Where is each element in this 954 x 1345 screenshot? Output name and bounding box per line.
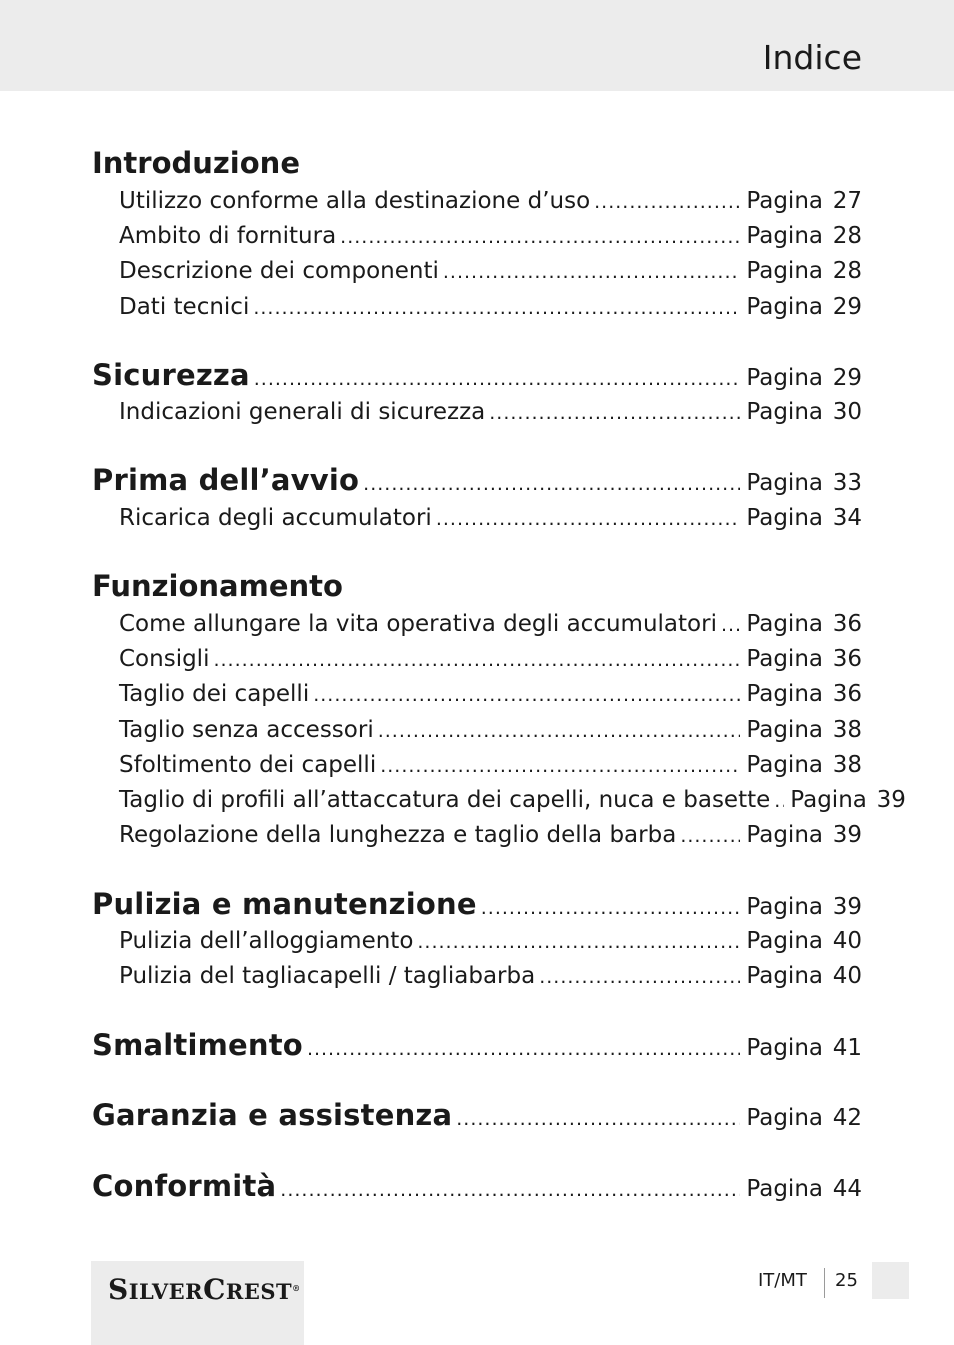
page-number: 27: [832, 188, 862, 214]
toc-entry[interactable]: [119, 679, 862, 710]
page-word: Pagina: [746, 188, 823, 214]
leader-dots: [417, 927, 740, 957]
leader-dots: [253, 293, 740, 323]
page-word: Pagina: [790, 787, 867, 813]
page-number: 33: [832, 470, 862, 496]
page-word: Pagina: [746, 646, 823, 672]
toc-entry[interactable]: [119, 292, 862, 323]
page-header: [0, 0, 954, 91]
page-number: 40: [832, 928, 862, 954]
leader-dots: [456, 1101, 740, 1137]
footer-divider: [824, 1268, 825, 1298]
footer-tab-marker: [872, 1262, 909, 1299]
toc-section-prima-dell-avvio[interactable]: [92, 462, 862, 502]
page-word: Pagina: [746, 928, 823, 954]
leader-dots: [680, 821, 740, 851]
leader-dots: [363, 466, 740, 502]
page-word: Pagina: [746, 963, 823, 989]
toc-entry-label: Come allungare la vita operativa degli accumulatori: [119, 611, 717, 637]
leader-dots: [481, 890, 741, 926]
page-title: Indice: [762, 38, 862, 77]
leader-dots: [280, 1172, 740, 1208]
toc-entry-label: Dati tecnici: [119, 294, 250, 320]
toc-entry[interactable]: [119, 820, 862, 851]
page-word: Pagina: [746, 822, 823, 848]
page-number: 28: [832, 258, 862, 284]
leader-dots: [254, 361, 741, 397]
toc-section-smaltimento[interactable]: [92, 1027, 862, 1067]
toc-entry-label: Utilizzo conforme alla destinazione d’uso: [119, 188, 591, 214]
page-word: Pagina: [746, 365, 823, 391]
toc-heading-label: Funzionamento: [92, 569, 343, 603]
leader-dots: [340, 222, 740, 252]
toc-entry[interactable]: [119, 186, 862, 217]
page-number: 29: [832, 365, 862, 391]
page-word: Pagina: [746, 258, 823, 284]
toc-entry-label: Ambito di fornitura: [119, 223, 337, 249]
page-word: Pagina: [746, 505, 823, 531]
toc-entry-label: Indicazioni generali di sicurezza: [119, 399, 486, 425]
page-number: 34: [832, 505, 862, 531]
toc-entry[interactable]: [119, 961, 862, 992]
page-number: 36: [832, 681, 862, 707]
leader-dots: [489, 398, 740, 428]
leader-dots: [539, 962, 740, 992]
toc-section-label: Garanzia e assistenza: [92, 1098, 453, 1132]
page-word: Pagina: [746, 611, 823, 637]
page-word: Pagina: [746, 681, 823, 707]
page-number: 40: [832, 963, 862, 989]
leader-dots: [380, 751, 740, 781]
leader-dots: [436, 504, 741, 534]
silvercrest-logo: [91, 1261, 304, 1345]
page-word: Pagina: [746, 894, 823, 920]
toc-entry-label: Regolazione della lunghezza e taglio della barba: [119, 822, 677, 848]
page-number: 30: [832, 399, 862, 425]
leader-dots: [443, 257, 741, 287]
toc-entry-label: Consigli: [119, 646, 210, 672]
leader-dots: [594, 187, 740, 217]
page-number: 42: [832, 1105, 862, 1131]
page-word: Pagina: [746, 717, 823, 743]
leader-dots: [774, 786, 784, 816]
language-code: IT/MT: [758, 1270, 807, 1291]
toc-entry-label: Taglio senza accessori: [119, 717, 374, 743]
toc-section-garanzia-e-assistenza[interactable]: [92, 1097, 862, 1137]
toc-entry-label: Pulizia dell’alloggiamento: [119, 928, 414, 954]
toc-entry[interactable]: [119, 503, 862, 534]
toc-entry[interactable]: [119, 926, 862, 957]
page-number: 29: [832, 294, 862, 320]
page-word: Pagina: [746, 752, 823, 778]
page-word: Pagina: [746, 223, 823, 249]
toc-entry-label: Descrizione dei componenti: [119, 258, 439, 284]
page-word: Pagina: [746, 1105, 823, 1131]
toc-entry[interactable]: [119, 785, 906, 816]
toc-section-label: Conformità: [92, 1169, 277, 1203]
leader-dots: [213, 645, 740, 675]
toc-heading-introduzione: [92, 145, 862, 181]
page-number: 41: [832, 1035, 862, 1061]
leader-dots: [307, 1031, 740, 1067]
toc-entry[interactable]: [119, 715, 862, 746]
toc-section-label: Smaltimento: [92, 1028, 303, 1062]
toc-section-sicurezza[interactable]: [92, 357, 862, 397]
page-word: Pagina: [746, 294, 823, 320]
page-number: 38: [832, 752, 862, 778]
toc-heading-label: Introduzione: [92, 146, 300, 180]
page-word: Pagina: [746, 1035, 823, 1061]
page-number: 36: [832, 646, 862, 672]
leader-dots: [721, 610, 740, 640]
toc-heading-funzionamento: [92, 568, 862, 604]
toc-section-conformita[interactable]: [92, 1168, 862, 1208]
toc-entry-label: Pulizia del tagliacapelli / tagliabarba: [119, 963, 536, 989]
toc-entry[interactable]: [119, 750, 862, 781]
page-number: 39: [876, 787, 906, 813]
toc-entry-label: Taglio di profili all’attaccatura dei capelli, nuca e basette: [119, 787, 771, 813]
leader-dots: [378, 716, 741, 746]
page-number-footer: 25: [835, 1270, 858, 1291]
page-number: 39: [832, 822, 862, 848]
page-number: 44: [832, 1176, 862, 1202]
toc-entry[interactable]: [119, 644, 862, 675]
toc-entry[interactable]: [119, 397, 862, 428]
toc-entry[interactable]: [119, 256, 862, 287]
page-word: Pagina: [746, 399, 823, 425]
toc-entry-label: Ricarica degli accumulatori: [119, 505, 432, 531]
toc-section-pulizia-e-manutenzione[interactable]: [92, 886, 862, 926]
brand-wordmark: SILVERCREST®: [108, 1273, 301, 1306]
page-word: Pagina: [746, 470, 823, 496]
toc-entry-label: Sfoltimento dei capelli: [119, 752, 377, 778]
page-number: 39: [832, 894, 862, 920]
toc-section-label: Sicurezza: [92, 358, 250, 392]
toc-entry[interactable]: [119, 221, 862, 252]
toc-section-label: Pulizia e manutenzione: [92, 887, 477, 921]
toc-section-label: Prima dell’avvio: [92, 463, 360, 497]
leader-dots: [313, 680, 740, 710]
page-number: 28: [832, 223, 862, 249]
toc-entry-label: Taglio dei capelli: [119, 681, 310, 707]
toc-entry[interactable]: [119, 609, 862, 640]
page-number: 38: [832, 717, 862, 743]
page-number: 36: [832, 611, 862, 637]
page-word: Pagina: [746, 1176, 823, 1202]
